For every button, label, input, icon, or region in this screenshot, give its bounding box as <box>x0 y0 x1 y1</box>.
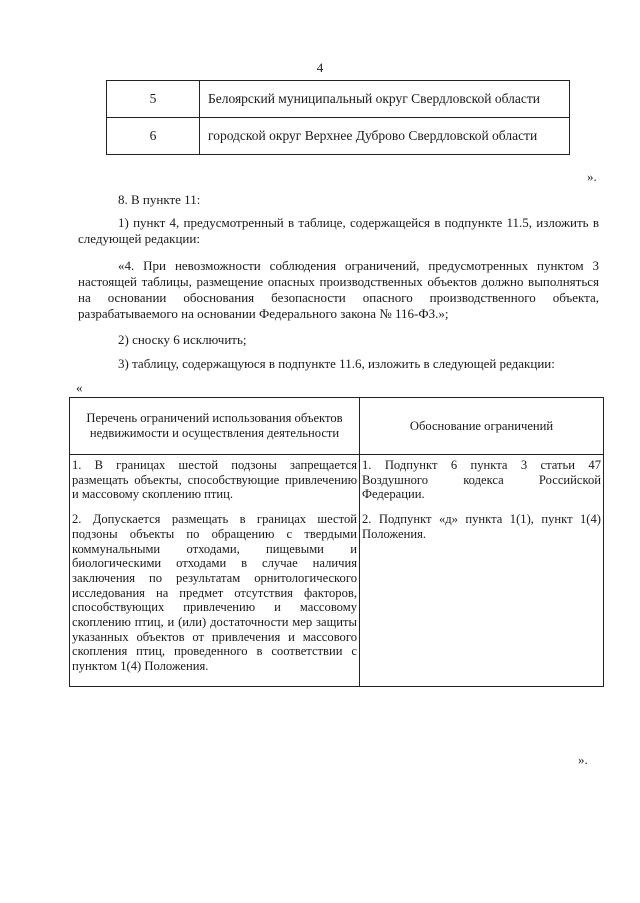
row-number: 5 <box>107 81 200 118</box>
opening-quote: « <box>76 380 83 395</box>
table-row <box>70 512 604 686</box>
municipality-name: Белоярский муниципальный округ Свердловской области <box>200 81 570 118</box>
basis-cell: 2. Подпункт «д» пункта 1(1), пункт 1(4) Положения. <box>360 512 604 686</box>
restriction-cell: 2. Допускается размещать в границах шестой подзоны объекты по обращению с твердыми коммунальными отходами, пищевыми и биологическими отходами в случае наличия заключения по результатам орнитологического исследования на предмет отсутствия факторов, способствующих привлечению и массовому скоплению птиц, и (или) достаточности мер защиты указанных объектов от привлечения и массового скопления птиц, проведенного в соответствии с пунктом 1(4) Положения. <box>70 512 360 686</box>
section-heading: 8. В пункте 11: <box>118 192 201 207</box>
municipalities-table <box>106 80 570 155</box>
municipality-name: городской округ Верхнее Дуброво Свердловской области <box>200 118 570 155</box>
paragraph-item1: 1) пункт 4, предусмотренный в таблице, содержащейся в подпункте 11.5, изложить в следующей редакции: <box>78 215 599 246</box>
closing-quote: ». <box>587 169 597 184</box>
table-row <box>107 81 570 118</box>
page-number: 4 <box>316 60 324 75</box>
closing-quote: ». <box>578 752 588 767</box>
paragraph-item3: 3) таблицу, содержащуюся в подпункте 11.6, изложить в следующей редакции: <box>118 356 555 371</box>
basis-cell: 1. Подпункт 6 пункта 3 статьи 47 Воздушного кодекса Российской Федерации. <box>360 455 604 513</box>
paragraph-item1-quote: «4. При невозможности соблюдения ограничений, предусмотренных пунктом 3 настоящей таблицы, размещение опасных производственных объектов должно выполняться на основании обоснования безопасности опасного производственного объекта, разрабатываемого на основании Федерального закона № 116-ФЗ.»; <box>78 258 599 321</box>
paragraph-item2: 2) сноску 6 исключить; <box>118 332 247 347</box>
restriction-cell: 1. В границах шестой подзоны запрещается размещать объекты, способствующие привлечению и массовому скоплению птиц. <box>70 455 360 513</box>
table-header: Перечень ограничений использования объектов недвижимости и осуществления деятельности <box>70 398 360 455</box>
table-row <box>70 455 604 513</box>
row-number: 6 <box>107 118 200 155</box>
restrictions-table <box>69 397 604 687</box>
table-row <box>107 118 570 155</box>
table-header: Обоснование ограничений <box>360 398 604 455</box>
